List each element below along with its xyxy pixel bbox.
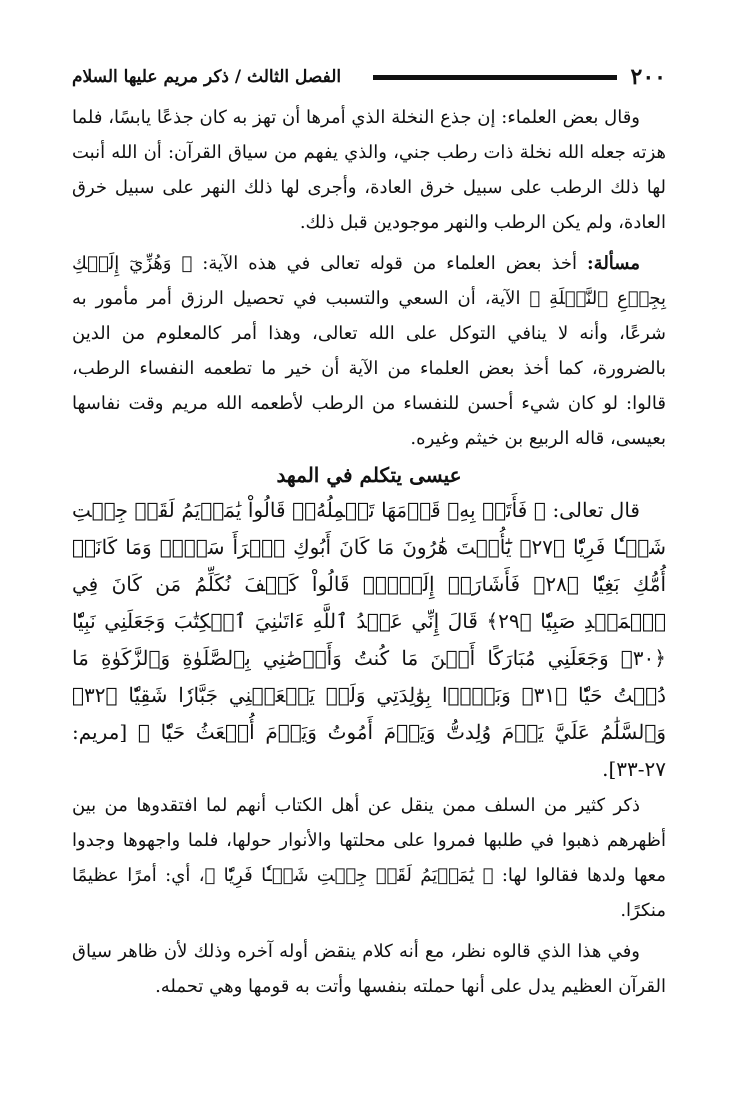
paragraph-salaf: ذكر كثير من السلف ممن ينقل عن أهل الكتاب أنهم لما افتقدوها من بين أظهرهم ذهبوا في طلبها فمروا على محلتها والأنوار حولها، فلما واجهوها وجدوا معها ولدها فقالوا لها: ﴿ يَٰمَرۡيَمُ لَقَدۡ جِئۡتِ شَيۡـٔٗا فَرِيّٗا ﴾، أي: أمرًا عظيمًا منكرًا. [72, 795, 666, 921]
section-heading: عيسى يتكلم في المهد [276, 463, 462, 487]
masalah-label: مسألة: [587, 253, 640, 274]
header-rule [373, 75, 616, 80]
paragraph-masalah [72, 246, 666, 456]
page-header [72, 62, 666, 92]
paragraph-critique: وفي هذا الذي قالوه نظر، مع أنه كلام ينقض أوله آخره وذلك لأن ظاهر سياق القرآن العظيم يدل على أنها حملته بنفسها وأتت به قومها وهي تحمله. [72, 941, 666, 997]
chapter-title: الفصل الثالث / ذكر مريم عليها السلام [72, 67, 342, 87]
page-number: ٢٠٠ [630, 64, 666, 90]
paragraph-palm-trunk: وقال بعض العلماء: إن جذع النخلة الذي أمرها أن تهز به كان جذعًا يابسًا، فلما هزته جعله الله نخلة ذات رطب جني، والذي يفهم من سياق القرآن: أن الله أنبت لها ذلك الرطب على سبيل خرق العادة، وأجرى لها ذلك النهر على سبيل خرق العادة، ولم يكن الرطب والنهر موجودين قبل ذلك. [72, 107, 666, 233]
masalah-text: أخذ بعض العلماء من قوله تعالى في هذه الآية: ﴿ وَهُزِّيٓ إِلَيۡكِ بِجِذۡعِ ٱلنَّخۡلَةِ ﴾ الآية، أن السعي والتسبب في تحصيل الرزق أمر مأمور به شرعًا، وأنه لا ينافي التوكل على الله تعالى، وهذا أمر كالمعلوم من الدين بالضرورة، كما أخذ بعض العلماء من الآية أن خير ما تطعمه النفساء الرطب، قالوا: لو كان شيء أحسن للنفساء من الرطب لأطعمه الله مريم وقت نفاسها بعيسى، قاله الربيع بن خيثم وغيره. [72, 253, 666, 449]
quran-verses: قال تعالى: ﴿ فَأَتَتۡ بِهِۦ قَوۡمَهَا تَحۡمِلُهُۥۖ قَالُواْ يَٰمَرۡيَمُ لَقَدۡ جِئۡتِ شَيۡـٔٗا فَرِيّٗا ﴿٢٧﴾ يَٰٓأُخۡتَ هَٰرُونَ مَا كَانَ أَبُوكِ ٱمۡرَأَ سَوۡءٖ وَمَا كَانَتۡ أُمُّكِ بَغِيّٗا ﴿٢٨﴾ فَأَشَارَتۡ إِلَيۡهِۖ قَالُواْ كَيۡفَ نُكَلِّمُ مَن كَانَ فِي ٱلۡمَهۡدِ صَبِيّٗا ﴿٢٩﴾ قَالَ إِنِّي عَبۡدُ ٱللَّهِ ءَاتَىٰنِيَ ٱلۡكِتَٰبَ وَجَعَلَنِي نَبِيّٗا ﴿٣٠﴾ وَجَعَلَنِي مُبَارَكًا أَيۡنَ مَا كُنتُ وَأَوۡصَٰنِي بِٱلصَّلَوٰةِ وَٱلزَّكَوٰةِ مَا دُمۡتُ حَيّٗا ﴿٣١﴾ وَبَرَّۢا بِوَٰلِدَتِي وَلَمۡ يَجۡعَلۡنِي جَبَّارٗا شَقِيّٗا ﴿٣٢﴾ وَٱلسَّلَٰمُ عَلَيَّ يَوۡمَ وُلِدتُّ وَيَوۡمَ أَمُوتُ وَيَوۡمَ أُبۡعَثُ حَيّٗا ﴾ [مريم: ٢٧-٣٣]. [72, 498, 667, 781]
